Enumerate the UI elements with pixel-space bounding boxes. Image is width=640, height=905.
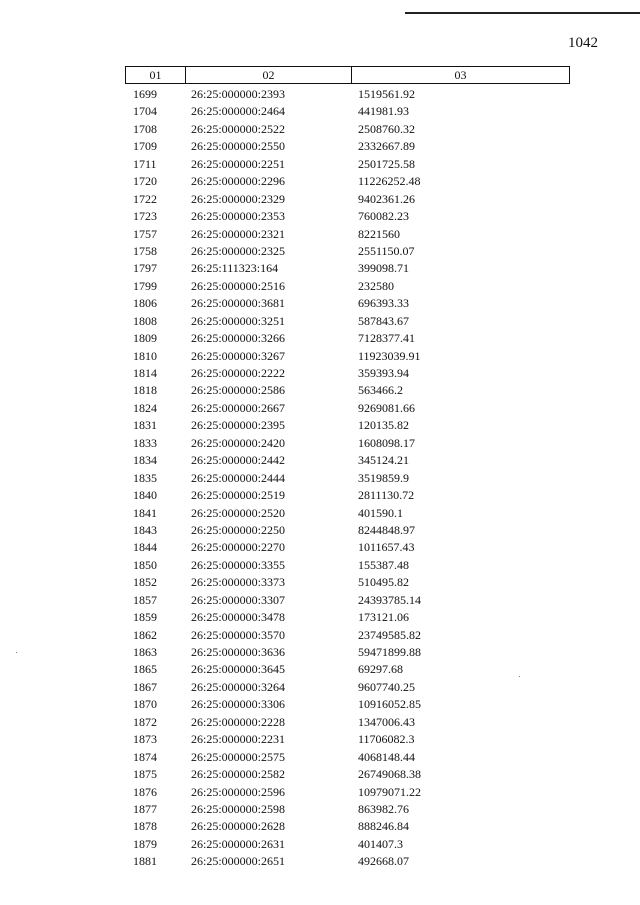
table-cell-3: 510495.82 [358, 575, 409, 590]
table-cell-2: 26:25:000000:2228 [191, 714, 286, 729]
table-row [0, 295, 640, 312]
table-cell-2: 26:25:000000:3267 [191, 348, 286, 363]
table-cell-2: 26:25:000000:2329 [191, 191, 286, 206]
table-cell-3: 69297.68 [358, 662, 403, 677]
table-cell-2: 26:25:000000:2442 [191, 453, 286, 468]
table-cell-2: 26:25:000000:3645 [191, 662, 286, 677]
table-cell-2: 26:25:000000:2667 [191, 400, 286, 415]
table-cell-1: 1850 [133, 557, 157, 572]
table-cell-2: 26:25:000000:3373 [191, 575, 286, 590]
table-cell-1: 1863 [133, 645, 157, 659]
table-cell-1: 1810 [133, 348, 157, 363]
table-cell-1: 1844 [133, 540, 157, 555]
table-cell-1: 1879 [133, 836, 157, 851]
table-row [0, 435, 640, 452]
table-row [0, 487, 640, 504]
table-cell-2: 26:25:000000:2270 [191, 540, 286, 555]
table-row [0, 226, 640, 243]
table-cell-1: 1723 [133, 209, 157, 224]
table-cell-3: 9402361.26 [358, 191, 415, 206]
table-row [0, 505, 640, 522]
table-cell-3: 23749585.82 [358, 627, 421, 642]
table-cell-2: 26:25:000000:3570 [191, 627, 286, 642]
table-cell-3: 24393785.14 [358, 592, 421, 607]
table-cell-3: 232580 [358, 278, 394, 293]
table-cell-1: 1722 [133, 191, 157, 206]
table-cell-2: 26:25:000000:2464 [191, 104, 286, 119]
table-cell-1: 1841 [133, 505, 157, 520]
table-cell-1: 1708 [133, 121, 157, 136]
table-cell-2: 26:25:000000:3306 [191, 697, 286, 712]
table-cell-1: 1797 [133, 261, 157, 276]
table-cell-1: 1818 [133, 383, 157, 398]
table-row [0, 278, 640, 295]
table-cell-2: 26:25:000000:2596 [191, 784, 286, 799]
table-cell-3: 9607740.25 [358, 679, 415, 694]
table-cell-2: 26:25:000000:2520 [191, 505, 286, 520]
table-row [0, 365, 640, 382]
table-cell-1: 1857 [133, 592, 157, 607]
table-cell-1: 1758 [133, 243, 157, 258]
table-cell-2: 26:25:000000:2250 [191, 522, 286, 537]
table-row [0, 452, 640, 469]
table-cell-2: 26:25:000000:2222 [191, 366, 286, 380]
table-cell-1: 1824 [133, 400, 157, 415]
table-cell-3: 8244848.97 [358, 522, 415, 537]
table-cell-1: 1709 [133, 139, 157, 154]
table-cell-2: 26:25:000000:3264 [191, 679, 286, 694]
table-cell-1: 1881 [133, 854, 157, 869]
table-row [0, 173, 640, 190]
table-cell-2: 26:25:000000:2353 [191, 209, 286, 224]
table-cell-1: 1711 [133, 156, 157, 171]
table-row [0, 138, 640, 155]
table-cell-3: 2332667.89 [358, 139, 415, 154]
table-cell-1: 1874 [133, 749, 157, 764]
table-cell-3: 8221560 [358, 226, 400, 241]
table-cell-3: 587843.67 [358, 313, 409, 328]
table-cell-1: 1704 [133, 104, 157, 119]
table-cell-1: 1873 [133, 732, 157, 747]
table-cell-2: 26:25:000000:2296 [191, 174, 286, 189]
table-cell-3: 120135.82 [358, 418, 409, 433]
top-rule [405, 12, 640, 14]
table-row [0, 696, 640, 713]
table-cell-1: 1878 [133, 819, 157, 834]
table-cell-3: 10916052.85 [358, 697, 421, 712]
table-cell-2: 26:25:000000:2628 [191, 819, 286, 834]
table-row [0, 592, 640, 609]
table-row [0, 801, 640, 818]
table-row [0, 243, 640, 260]
table-row [0, 121, 640, 138]
table-cell-3: 2508760.32 [358, 121, 415, 136]
table-cell-2: 26:25:000000:2420 [191, 435, 286, 450]
table-row [0, 539, 640, 556]
table-row [0, 749, 640, 766]
table-cell-3: 2501725.58 [358, 156, 415, 171]
table-row [0, 818, 640, 835]
table-cell-3: 563466.2 [358, 383, 403, 398]
table-cell-2: 26:25:111323:164 [191, 261, 279, 276]
table-row [0, 853, 640, 870]
table-row [0, 470, 640, 487]
table-cell-3: 345124.21 [358, 453, 409, 468]
table-cell-2: 26:25:000000:2395 [191, 418, 286, 433]
table-cell-1: 1806 [133, 296, 157, 311]
table-row [0, 86, 640, 103]
table-cell-1: 1808 [133, 313, 157, 328]
table-cell-2: 26:25:000000:2321 [191, 226, 286, 241]
table-row [0, 679, 640, 696]
table-row [0, 574, 640, 591]
table-cell-1: 1834 [133, 453, 157, 468]
table-cell-1: 1835 [133, 470, 157, 485]
column-header-02: 02 [186, 67, 352, 83]
table-cell-3: 1011657.43 [358, 540, 415, 555]
table-cell-1: 1875 [133, 767, 157, 782]
table-row [0, 766, 640, 783]
table-row [0, 348, 640, 365]
table-cell-2: 26:25:000000:2598 [191, 801, 286, 816]
table-cell-1: 1833 [133, 435, 157, 450]
table-row [0, 714, 640, 731]
table-cell-2: 26:25:000000:3478 [191, 610, 286, 625]
table-cell-3: 4068148.44 [358, 749, 415, 764]
column-header-01: 01 [126, 67, 186, 83]
table-cell-2: 26:25:000000:3307 [191, 592, 286, 607]
table-row [0, 661, 640, 678]
table-cell-2: 26:25:000000:2444 [191, 470, 286, 485]
table-cell-3: 1608098.17 [358, 435, 415, 450]
table-row [0, 330, 640, 347]
table-cell-1: 1699 [133, 87, 157, 101]
table-row [0, 627, 640, 644]
table-cell-2: 26:25:000000:2231 [191, 732, 286, 747]
table-cell-3: 2551150.07 [358, 243, 415, 258]
table-cell-3: 1519561.92 [358, 87, 415, 101]
table-cell-2: 26:25:000000:2631 [191, 836, 286, 851]
table-row [0, 313, 640, 330]
table-cell-2: 26:25:000000:2651 [191, 854, 286, 869]
table-row [0, 609, 640, 626]
table-cell-1: 1865 [133, 662, 157, 677]
table-row [0, 731, 640, 748]
table-cell-3: 696393.33 [358, 296, 409, 311]
scan-speck [519, 676, 520, 677]
table-row [0, 836, 640, 853]
table-cell-3: 760082.23 [358, 209, 409, 224]
table-cell-2: 26:25:000000:2575 [191, 749, 286, 764]
table-cell-1: 1814 [133, 366, 157, 380]
table-row [0, 400, 640, 417]
table-cell-3: 10979071.22 [358, 784, 421, 799]
table-cell-1: 1757 [133, 226, 157, 241]
table-cell-1: 1870 [133, 697, 157, 712]
table-cell-1: 1852 [133, 575, 157, 590]
table-cell-2: 26:25:000000:3355 [191, 557, 286, 572]
table-row [0, 644, 640, 661]
table-cell-2: 26:25:000000:2586 [191, 383, 286, 398]
table-cell-1: 1799 [133, 278, 157, 293]
table-cell-2: 26:25:000000:2325 [191, 243, 286, 258]
table-cell-2: 26:25:000000:3251 [191, 313, 286, 328]
table-cell-3: 401590.1 [358, 505, 403, 520]
table-cell-3: 155387.48 [358, 557, 409, 572]
table-row [0, 557, 640, 574]
table-cell-1: 1862 [133, 627, 157, 642]
table-cell-2: 26:25:000000:2582 [191, 767, 286, 782]
table-row [0, 156, 640, 173]
table-body [0, 86, 640, 871]
table-cell-2: 26:25:000000:2522 [191, 121, 286, 136]
table-cell-3: 888246.84 [358, 819, 409, 834]
table-cell-2: 26:25:000000:3681 [191, 296, 286, 311]
table-row [0, 103, 640, 120]
table-row [0, 522, 640, 539]
table-cell-3: 173121.06 [358, 610, 409, 625]
table-cell-3: 1347006.43 [358, 714, 415, 729]
table-cell-2: 26:25:000000:3266 [191, 331, 286, 346]
table-row [0, 260, 640, 277]
table-cell-1: 1859 [133, 610, 157, 625]
table-cell-1: 1840 [133, 488, 157, 503]
table-cell-2: 26:25:000000:2519 [191, 488, 286, 503]
table-cell-3: 9269081.66 [358, 400, 415, 415]
table-cell-1: 1720 [133, 174, 157, 189]
table-cell-3: 11923039.91 [358, 348, 421, 363]
table-row [0, 382, 640, 399]
table-cell-3: 2811130.72 [358, 488, 415, 503]
table-cell-3: 441981.93 [358, 104, 409, 119]
page-number: 1042 [568, 35, 598, 51]
table-row [0, 191, 640, 208]
table-cell-3: 7128377.41 [358, 331, 415, 346]
table-cell-3: 11706082.3 [358, 732, 415, 747]
table-cell-1: 1876 [133, 784, 157, 799]
table-cell-3: 26749068.38 [358, 767, 421, 782]
table-cell-2: 26:25:000000:2550 [191, 139, 286, 154]
table-cell-3: 3519859.9 [358, 470, 409, 485]
table-cell-2: 26:25:000000:2393 [191, 87, 286, 101]
table-cell-1: 1809 [133, 331, 157, 346]
table-header [125, 66, 570, 84]
table-cell-2: 26:25:000000:2251 [191, 156, 286, 171]
table-cell-3: 359393.94 [358, 366, 409, 380]
table-cell-3: 59471899.88 [358, 645, 421, 659]
table-cell-3: 401407.3 [358, 836, 403, 851]
table-cell-3: 399098.71 [358, 261, 409, 276]
table-row [0, 208, 640, 225]
table-row [0, 784, 640, 801]
table-cell-3: 863982.76 [358, 801, 409, 816]
table-cell-2: 26:25:000000:2516 [191, 278, 286, 293]
table-cell-3: 11226252.48 [358, 174, 421, 189]
table-cell-1: 1867 [133, 679, 157, 694]
table-cell-1: 1877 [133, 801, 157, 816]
table-cell-3: 492668.07 [358, 854, 409, 869]
scan-speck [16, 652, 17, 653]
table-cell-2: 26:25:000000:3636 [191, 645, 286, 659]
table-cell-1: 1872 [133, 714, 157, 729]
table-cell-1: 1843 [133, 522, 157, 537]
column-header-03: 03 [454, 68, 467, 82]
table-cell-1: 1831 [133, 418, 157, 433]
table-row [0, 417, 640, 434]
